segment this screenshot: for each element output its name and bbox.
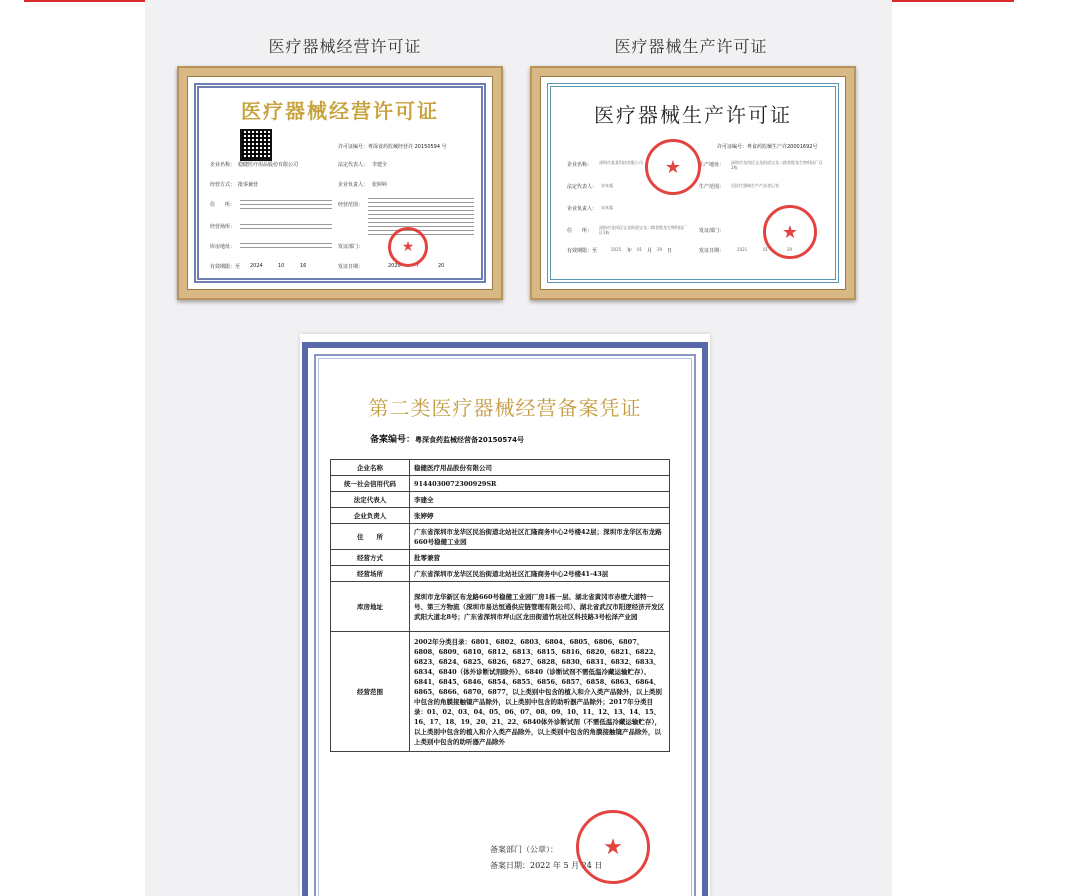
dept-label: 备案部门（公章）： [490,845,558,854]
row-label: 经营场所 [331,566,410,582]
valid-year: 2024 [250,263,263,269]
table-row [331,524,670,550]
address-label: 住 所： [210,202,236,208]
row-value: 9144030072300929SR [410,476,670,492]
scope-label: 经营范围： [338,202,364,208]
caption-business-license: 医疗器械经营许可证 [268,37,422,56]
range-label: 生产范围： [699,184,725,190]
table-row [331,460,670,476]
scope-text-lines [368,195,474,235]
row-value: 深圳市龙华新区布龙路660号稳健工业园厂房1栋一层、湖北省黄冈市赤壁大道特一号、第三方物流（深圳市易达恒通供应链管理有限公司）、湖北省武汉市阳逻经济开发区武阳大道北8号；广东省深圳市坪山区龙田街道竹坑社区科技路3号松泽产业园 [410,582,670,632]
rep-value: 宋本露 [601,183,613,188]
valid-label: 有效期限：至 [567,248,598,254]
company-value: 稳健医疗用品股份有限公司 [238,162,299,168]
row-value: 张婷婷 [410,508,670,524]
issuer-label: 发证部门： [338,244,364,250]
unit-year: 年 [627,248,633,254]
range-value: 见医疗器械生产产品登记表 [731,183,779,188]
row-value: 2002年分类目录：6801、6802、6803、6804、6805、6806、6807、6808、6809、6810、6812、6813、6815、6816、6820、6821、6822、6823、6824、6825、6826、6827、6828、6830、6831、6832、6833、6834、6840（体外诊断试剂除外）、6840（诊断试剂不需低温冷藏运输贮存）、6841、6845、6846、6854、6855、6856、6857、6858、6863、6864、6865、6866、6870、6877，以上类别中包含的植入和介入类产品除外，以上类别中包含的角膜接触镜产品除外，以上类别中包含的助听器产品除外；2017年分类目录：01、02、03、04、05、06、07、08、09、10、11、12、13、14、15、16、17、18、19、20、21、22、6840体外诊断试剂（不需低温冷藏运输贮存），以上类别中包含的植入和介入类产品除外，以上类别中包含的角膜接触镜产品除外，以上类别中包含的助听器产品除外 [410,632,670,752]
business-license-certificate [187,76,493,290]
record-certificate[interactable] [300,334,710,896]
company-label: 企业名称： [567,162,593,168]
row-label: 企业负责人 [331,508,410,524]
mode-label: 经营方式： [210,182,236,188]
issuer-label: 发证部门： [699,228,725,234]
table-row [331,550,670,566]
issue-year: 2021 [737,247,748,252]
issue-month: 7 [416,263,420,269]
issue-day: 29 [787,247,793,252]
address-text-lines [240,199,332,209]
record-table [330,459,670,752]
table-row [331,476,670,492]
record-certificate-title: 第二类医疗器械经营备案凭证 [368,396,642,420]
home-label: 住 所： [567,228,593,234]
valid-month: 01 [637,247,643,252]
record-number: 粤深食药监械经营备20150574号 [415,436,524,444]
site-label: 经营场所： [210,224,236,230]
head-label: 企业负责人： [338,182,369,188]
table-row [331,632,670,752]
issue-year: 2020 [388,263,401,269]
site-text-lines [240,221,332,229]
official-seal-icon: ★ [763,205,817,259]
table-row [331,492,670,508]
row-label: 经营范围 [331,632,410,752]
record-label: 备案编号： [370,435,416,445]
head-value: 张婷婷 [372,182,388,188]
production-license-title: 医疗器械生产许可证 [594,103,792,127]
caption-production-license: 医疗器械生产许可证 [614,37,768,56]
valid-year: 2025 [611,247,622,252]
issue-month: 01 [763,247,769,252]
official-seal-icon: ★ [388,227,428,267]
production-license-certificate [540,76,846,290]
head-label: 企业负责人： [567,206,598,212]
issue-day: 20 [438,263,445,269]
head-value: 宋本露 [601,205,613,210]
official-seal-icon: ★ [645,139,701,195]
row-label: 法定代表人 [331,492,410,508]
addr-label: 生产地址： [699,162,725,168]
row-value: 稳健医疗用品股份有限公司 [410,460,670,476]
row-value: 李建全 [410,492,670,508]
business-license-frame[interactable] [177,66,503,300]
issue-label: 发证日期： [699,248,725,254]
store-text-lines [240,240,332,248]
date-value: 2022 年 5 月 24 日 [530,861,603,870]
valid-day: 29 [657,247,663,252]
rep-label: 法定代表人： [338,162,369,168]
row-label: 统一社会信用代码 [331,476,410,492]
company-label: 企业名称： [210,162,236,168]
production-license-frame[interactable] [530,66,856,300]
row-value: 广东省深圳市龙华区民治街道北站社区汇隆商务中心2号楼42层；深圳市龙华区布龙路660号稳健工业园 [410,524,670,550]
valid-label: 有效期限：至 [210,264,241,270]
business-license-title: 医疗器械经营许可证 [241,99,439,123]
row-label: 经营方式 [331,550,410,566]
row-value: 广东省深圳市龙华区民治街道北站社区汇隆商务中心2号楼41-43层 [410,566,670,582]
issue-label: 发证日期： [338,264,364,270]
qr-code-icon [240,129,272,161]
official-seal-icon: ★ [576,810,650,884]
company-value: 深圳市某某科技有限公司 [599,160,643,165]
valid-day: 16 [300,263,307,269]
license-number: 许可证编号：粤食药监械生产许20001692号 [717,144,818,150]
unit-day: 日 [667,248,673,254]
table-row [331,508,670,524]
row-value: 批零兼营 [410,550,670,566]
row-label: 住 所 [331,524,410,550]
valid-month: 10 [278,263,285,269]
store-label: 库房地址： [210,244,236,250]
unit-month: 月 [647,248,653,254]
mode-value: 批零兼营 [238,182,259,188]
table-row [331,582,670,632]
rep-value: 李建全 [372,162,388,168]
home-value: 深圳市龙岗区宝龙街道宝龙二路者熙龙生物科技厂区1栋 [599,225,687,235]
license-number: 许可证编号：粤深食药监械经营许 20150594 号 [338,144,447,150]
row-label: 库房地址 [331,582,410,632]
table-row [331,566,670,582]
row-label: 企业名称 [331,460,410,476]
date-label: 备案日期： [490,861,530,870]
record-number-line [370,432,524,445]
rep-label: 法定代表人： [567,184,598,190]
addr-value: 深圳市龙岗区宝龙街道宝龙二路者熙龙生物科技厂区2栋 [731,160,823,170]
